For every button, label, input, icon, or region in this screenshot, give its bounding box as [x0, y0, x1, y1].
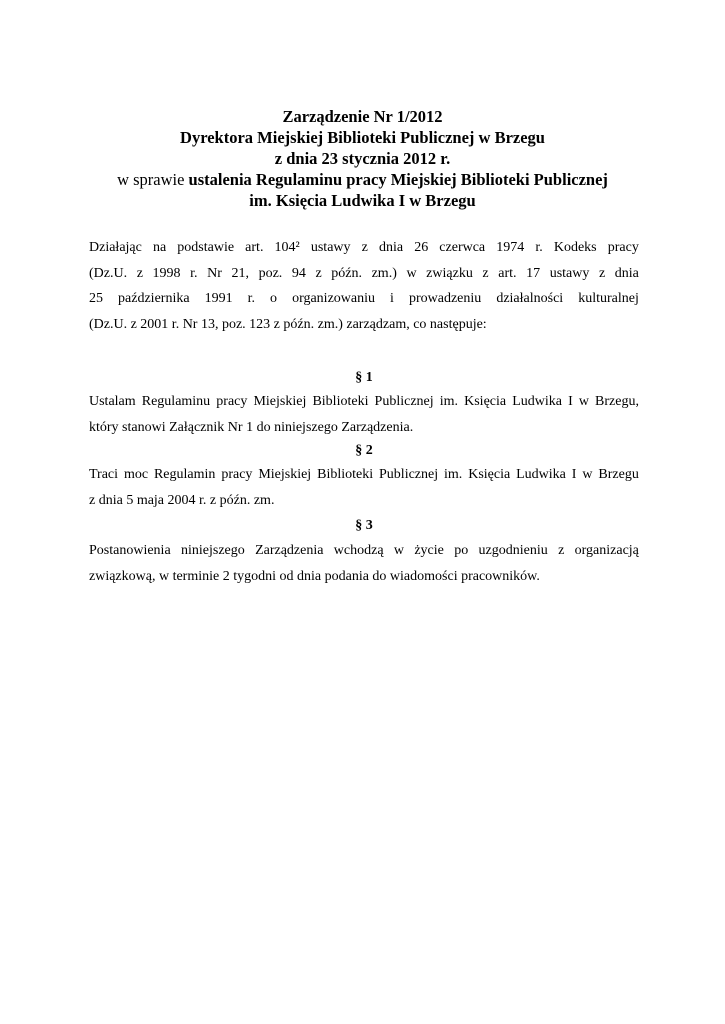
- subject-prefix: w sprawie: [117, 170, 189, 189]
- section-3-sign: § 3: [355, 518, 373, 533]
- legal-basis-line-2: (Dz.U. z 1998 r. Nr 21, poz. 94 z późn. zm.) w związku z art. 17 ustawy z dnia: [89, 265, 639, 281]
- section-2-text: [89, 462, 639, 513]
- subject-bold: ustalenia Regulaminu pracy Miejskiej Biblioteki Publicznej: [188, 170, 608, 189]
- order-number-title: Zarządzenie Nr 1/2012: [282, 107, 443, 126]
- section-2-line-2: z dnia 5 maja 2004 r. z późn. zm.: [89, 492, 275, 508]
- section-3-text: [89, 538, 639, 589]
- section-3-line-2: związkową, w terminie 2 tygodni od dnia podania do wiadomości pracowników.: [89, 568, 540, 584]
- legal-basis-line-3: 25 października 1991 r. o organizowaniu i prowadzeniu działalności kulturalnej: [89, 291, 639, 306]
- subject-line: [60, 169, 665, 190]
- legal-basis-paragraph: [89, 235, 639, 337]
- issuer-line: Dyrektora Miejskiej Biblioteki Publicznej w Brzegu: [180, 128, 545, 147]
- section-2-sign: § 2: [355, 443, 373, 458]
- date-line: z dnia 23 stycznia 2012 r.: [274, 149, 451, 168]
- section-3-line-1: Postanowienia niniejszego Zarządzenia wchodzą w życie po uzgodnieniu z organizacją: [89, 543, 639, 558]
- legal-basis-line-4: (Dz.U. z 2001 r. Nr 13, poz. 123 z późn. zm.) zarządzam, co następuje:: [89, 316, 487, 332]
- section-1-line-2: który stanowi Załącznik Nr 1 do niniejszego Zarządzenia.: [89, 419, 414, 435]
- legal-basis-line-1: Działając na podstawie art. 104² ustawy z dnia 26 czerwca 1974 r. Kodeks pracy: [89, 240, 639, 255]
- section-1-line-1: Ustalam Regulaminu pracy Miejskiej Biblioteki Publicznej im. Księcia Ludwika I w Brzegu,: [89, 394, 639, 409]
- section-2-line-1: Traci moc Regulamin pracy Miejskiej Biblioteki Publicznej im. Księcia Ludwika I w Brzegu: [89, 467, 639, 482]
- library-name-line: im. Księcia Ludwika I w Brzegu: [249, 191, 476, 210]
- section-1-sign: § 1: [355, 370, 373, 385]
- section-1-text: [89, 389, 639, 440]
- document-header: [60, 106, 665, 211]
